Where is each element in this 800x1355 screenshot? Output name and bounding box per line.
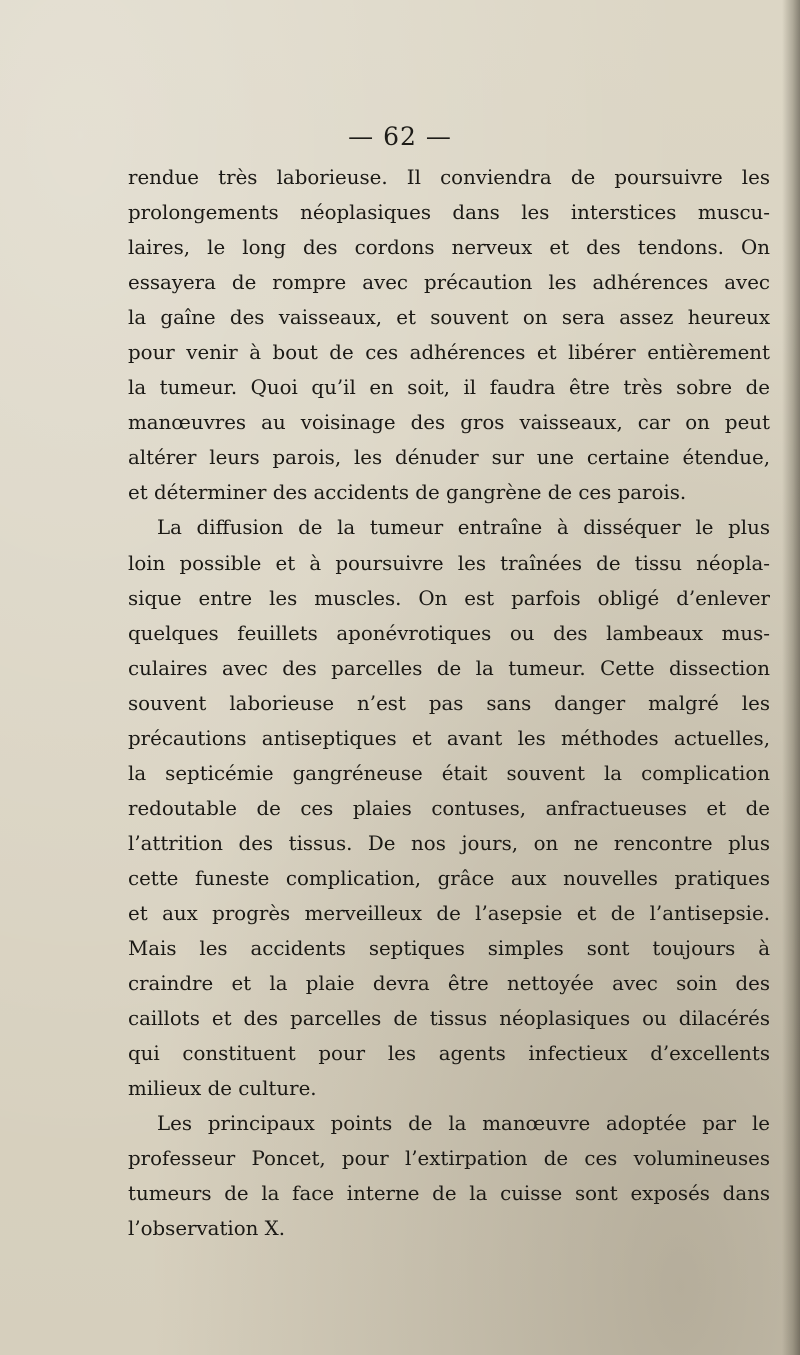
text-line: Les principaux points de la manœuvre adoptée par le xyxy=(157,1112,770,1136)
text-line: craindre et la plaie devra être nettoyée avec soin des xyxy=(128,972,770,996)
text-line: caillots et des parcelles de tissus néoplasiques ou dilacérés xyxy=(128,1007,770,1031)
text-line: essayera de rompre avec précaution les adhérences avec xyxy=(128,271,770,295)
text-line: rendue très laborieuse. Il conviendra de poursuivre les xyxy=(128,166,770,189)
text-line: culaires avec des parcelles de la tumeur. Cette dissection xyxy=(128,656,770,680)
text-line: la septicémie gangréneuse était souvent la complication xyxy=(128,761,770,785)
text-line: Mais les accidents septiques simples sont toujours à xyxy=(128,937,770,961)
text-line: manœuvres au voisinage des gros vaisseaux, car on peut xyxy=(128,411,770,435)
text-line: loin possible et à poursuivre les traînées de tissu néopla- xyxy=(128,551,770,575)
body-text xyxy=(128,160,770,1246)
text-line: la gaîne des vaisseaux, et souvent on sera assez heureux xyxy=(128,306,770,330)
text-line: la tumeur. Quoi qu’il en soit, il faudra être très sobre de xyxy=(128,376,770,400)
text-line: laires, le long des cordons nerveux et des tendons. On xyxy=(128,236,770,260)
text-line: l’observation X. xyxy=(128,1217,286,1241)
text-line: sique entre les muscles. On est parfois obligé d’enlever xyxy=(128,586,770,610)
text-line: professeur Poncet, pour l’extirpation de ces volumineuses xyxy=(128,1147,770,1171)
text-line: milieux de culture. xyxy=(128,1077,317,1101)
text-line: qui constituent pour les agents infectieux d’excellents xyxy=(128,1042,770,1066)
text-line: La diffusion de la tumeur entraîne à disséquer le plus xyxy=(157,516,770,540)
text-line: pour venir à bout de ces adhérences et libérer entièrement xyxy=(128,341,770,365)
page-edge-shadow xyxy=(782,0,800,1355)
text-line: tumeurs de la face interne de la cuisse sont exposés dans xyxy=(128,1182,770,1206)
text-line: précautions antiseptiques et avant les méthodes actuelles, xyxy=(128,726,770,750)
text-line: altérer leurs parois, les dénuder sur une certaine étendue, xyxy=(128,446,770,470)
text-line: souvent laborieuse n’est pas sans danger malgré les xyxy=(128,691,770,715)
page-number: — 62 — xyxy=(348,122,452,151)
text-line: quelques feuillets aponévrotiques ou des lambeaux mus- xyxy=(128,621,770,645)
text-line: et déterminer des accidents de gangrène de ces parois. xyxy=(128,481,687,505)
text-line: cette funeste complication, grâce aux nouvelles pratiques xyxy=(128,866,770,890)
text-line: l’attrition des tissus. De nos jours, on ne rencontre plus xyxy=(128,831,770,855)
text-line: prolongements néoplasiques dans les interstices muscu- xyxy=(128,201,770,225)
text-line: redoutable de ces plaies contuses, anfractueuses et de xyxy=(128,796,770,820)
text-line: et aux progrès merveilleux de l’asepsie et de l’antisepsie. xyxy=(128,901,770,925)
